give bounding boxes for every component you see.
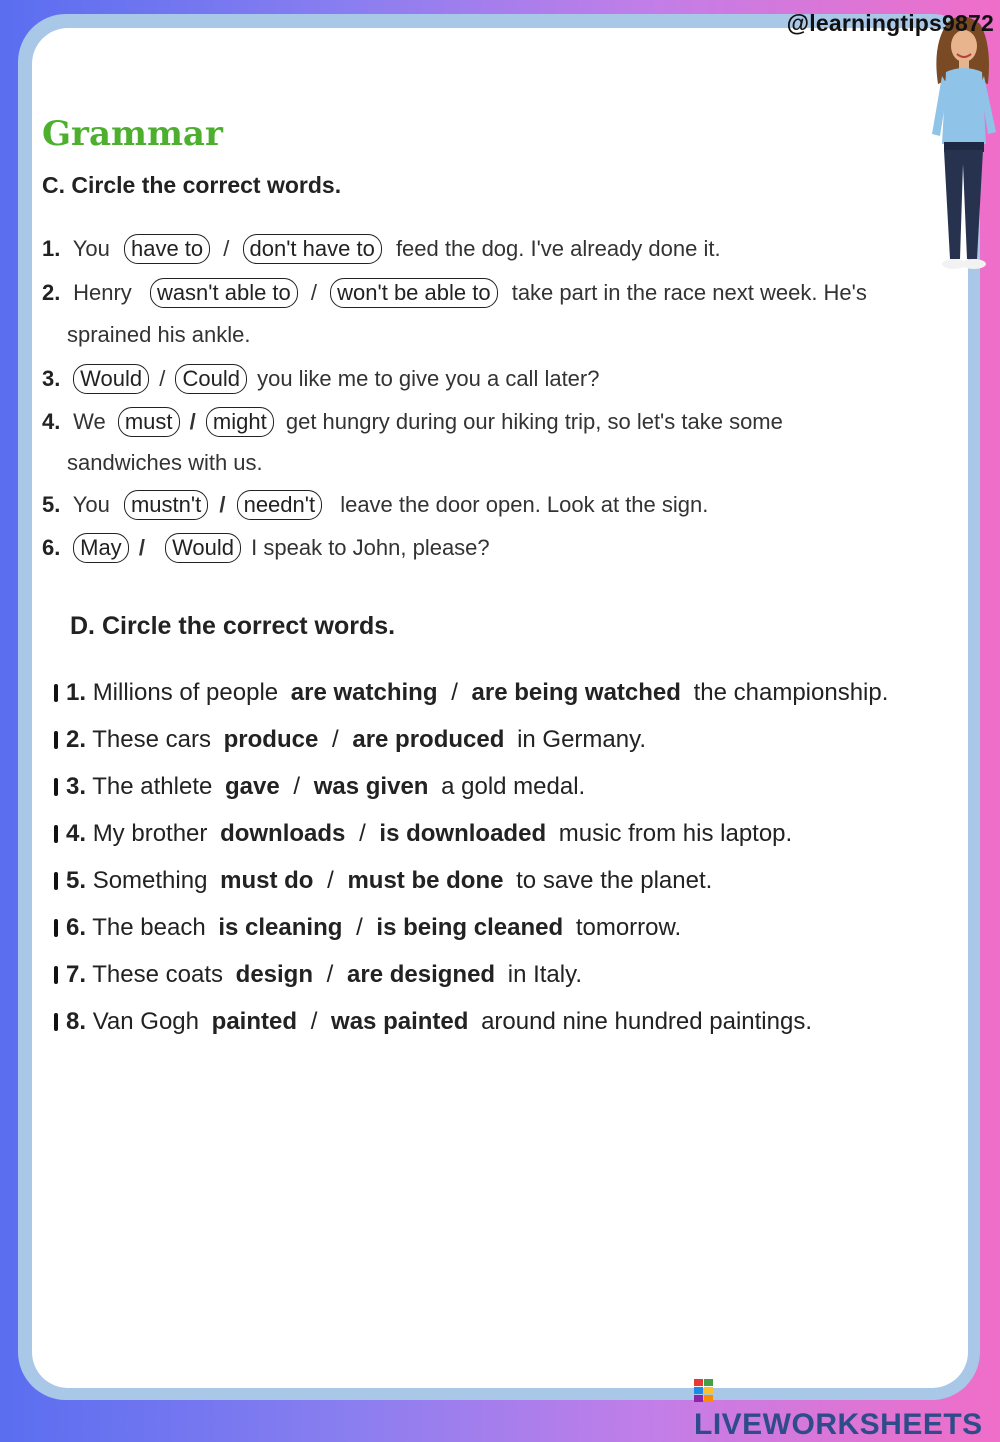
option-2[interactable]: was given xyxy=(313,773,429,800)
page-heading: Grammar xyxy=(42,114,223,154)
c-item-2 xyxy=(42,278,867,308)
item-number: 5. xyxy=(42,492,61,517)
teacher-illustration xyxy=(926,14,1000,276)
option-1[interactable]: design xyxy=(235,961,313,988)
item-number: 7. xyxy=(66,961,87,988)
option-2[interactable]: is being cleaned xyxy=(376,914,564,941)
audio-marker-icon[interactable] xyxy=(54,872,58,890)
item-prefix: Henry xyxy=(73,280,132,305)
item-prefix: The beach xyxy=(92,914,206,941)
option-2[interactable]: needn't xyxy=(237,490,323,520)
separator: / xyxy=(310,280,318,305)
option-1[interactable]: mustn't xyxy=(124,490,208,520)
item-suffix: you like me to give you a call later? xyxy=(257,366,600,391)
option-2[interactable]: are being watched xyxy=(471,679,681,706)
option-1[interactable]: May xyxy=(73,533,129,563)
item-prefix: We xyxy=(73,409,106,434)
option-1[interactable]: produce xyxy=(223,726,319,753)
item-suffix: I speak to John, please? xyxy=(251,535,490,560)
separator: / xyxy=(138,535,145,560)
option-1[interactable]: wasn't able to xyxy=(150,278,298,308)
item-suffix: around nine hundred paintings. xyxy=(481,1008,813,1035)
audio-marker-icon[interactable] xyxy=(54,919,58,937)
option-2[interactable]: are designed xyxy=(347,961,496,988)
item-suffix: a gold medal. xyxy=(441,773,586,800)
item-number: 4. xyxy=(66,820,87,847)
item-prefix: You xyxy=(72,236,110,261)
d-item-8 xyxy=(54,1008,812,1036)
option-2[interactable]: must be done xyxy=(347,867,504,894)
section-d-title: D. Circle the correct words. xyxy=(70,612,396,640)
separator: / xyxy=(327,867,334,894)
item-prefix: These cars xyxy=(92,726,211,753)
item-prefix: You xyxy=(72,492,110,517)
option-1[interactable]: Would xyxy=(73,364,149,394)
audio-marker-icon[interactable] xyxy=(54,778,58,796)
item-number: 3. xyxy=(66,773,87,800)
item-number: 8. xyxy=(66,1008,87,1035)
logo-blocks-icon xyxy=(694,1379,714,1403)
c-item-4-continued: sandwiches with us. xyxy=(67,450,263,475)
option-2[interactable]: was painted xyxy=(331,1008,469,1035)
liveworksheets-logo[interactable] xyxy=(694,1374,1000,1442)
separator: / xyxy=(219,492,226,517)
c-item-2-continued: sprained his ankle. xyxy=(67,322,251,347)
item-suffix: get hungry during our hiking trip, so let's take some xyxy=(285,409,783,434)
c-item-6 xyxy=(42,533,490,563)
d-item-6 xyxy=(54,914,681,942)
item-number: 6. xyxy=(66,914,87,941)
c-item-5 xyxy=(42,490,708,520)
item-number: 6. xyxy=(42,535,61,560)
audio-marker-icon[interactable] xyxy=(54,1013,58,1031)
item-suffix: feed the dog. I've already done it. xyxy=(395,236,721,261)
d-item-1 xyxy=(54,679,888,707)
separator: / xyxy=(356,914,363,941)
option-1[interactable]: painted xyxy=(211,1008,298,1035)
separator: / xyxy=(310,1008,318,1035)
item-suffix: in Italy. xyxy=(507,961,582,988)
c-item-4 xyxy=(42,407,783,437)
option-2[interactable]: don't have to xyxy=(243,234,382,264)
audio-marker-icon[interactable] xyxy=(54,966,58,984)
item-prefix: Something xyxy=(92,867,208,894)
item-number: 2. xyxy=(42,280,61,305)
option-2[interactable]: is downloaded xyxy=(379,820,547,847)
item-number: 5. xyxy=(66,867,87,894)
d-item-2 xyxy=(54,726,646,754)
option-2[interactable]: won't be able to xyxy=(330,278,497,308)
option-1[interactable]: must do xyxy=(220,867,314,894)
d-item-7 xyxy=(54,961,582,989)
audio-marker-icon[interactable] xyxy=(54,825,58,843)
option-1[interactable]: have to xyxy=(124,234,210,264)
c-item-3 xyxy=(42,364,599,394)
separator: / xyxy=(332,726,339,753)
item-prefix: These coats xyxy=(92,961,223,988)
separator: / xyxy=(293,773,301,800)
item-suffix: music from his laptop. xyxy=(558,820,793,847)
d-item-4 xyxy=(54,820,792,848)
separator: / xyxy=(189,409,196,434)
item-suffix: tomorrow. xyxy=(575,914,682,941)
item-suffix: leave the door open. Look at the sign. xyxy=(340,492,709,517)
separator: / xyxy=(359,820,366,847)
separator: / xyxy=(223,236,230,261)
option-1[interactable]: is cleaning xyxy=(218,914,343,941)
option-1[interactable]: are watching xyxy=(290,679,438,706)
c-item-1 xyxy=(42,234,721,264)
option-1[interactable]: downloads xyxy=(220,820,346,847)
section-c-title: C. Circle the correct words. xyxy=(42,172,342,198)
option-1[interactable]: gave xyxy=(225,773,280,800)
item-suffix: the championship. xyxy=(693,679,889,706)
item-prefix: My brother xyxy=(92,820,208,847)
separator: / xyxy=(451,679,458,706)
item-suffix: take part in the race next week. He's xyxy=(511,280,867,305)
item-prefix: Van Gogh xyxy=(92,1008,199,1035)
option-2[interactable]: might xyxy=(206,407,274,437)
creator-handle: @learningtips9872 xyxy=(786,10,994,36)
option-1[interactable]: must xyxy=(118,407,180,437)
option-2[interactable]: are produced xyxy=(352,726,505,753)
separator: / xyxy=(159,366,166,391)
item-prefix: The athlete xyxy=(92,773,213,800)
audio-marker-icon[interactable] xyxy=(54,684,58,702)
separator: / xyxy=(326,961,334,988)
item-number: 1. xyxy=(66,679,87,706)
item-number: 2. xyxy=(66,726,87,753)
d-item-5 xyxy=(54,867,712,895)
audio-marker-icon[interactable] xyxy=(54,731,58,749)
option-2[interactable]: Could xyxy=(175,364,246,394)
item-prefix: Millions of people xyxy=(92,679,279,706)
item-suffix: to save the planet. xyxy=(516,867,713,894)
item-suffix: in Germany. xyxy=(517,726,646,753)
option-2[interactable]: Would xyxy=(165,533,241,563)
worksheet xyxy=(32,28,968,1388)
item-number: 4. xyxy=(42,409,61,434)
item-number: 3. xyxy=(42,366,61,391)
logo-text: LIVEWORKSHEETS xyxy=(694,1408,983,1441)
item-number: 1. xyxy=(42,236,61,261)
d-item-3 xyxy=(54,773,585,801)
